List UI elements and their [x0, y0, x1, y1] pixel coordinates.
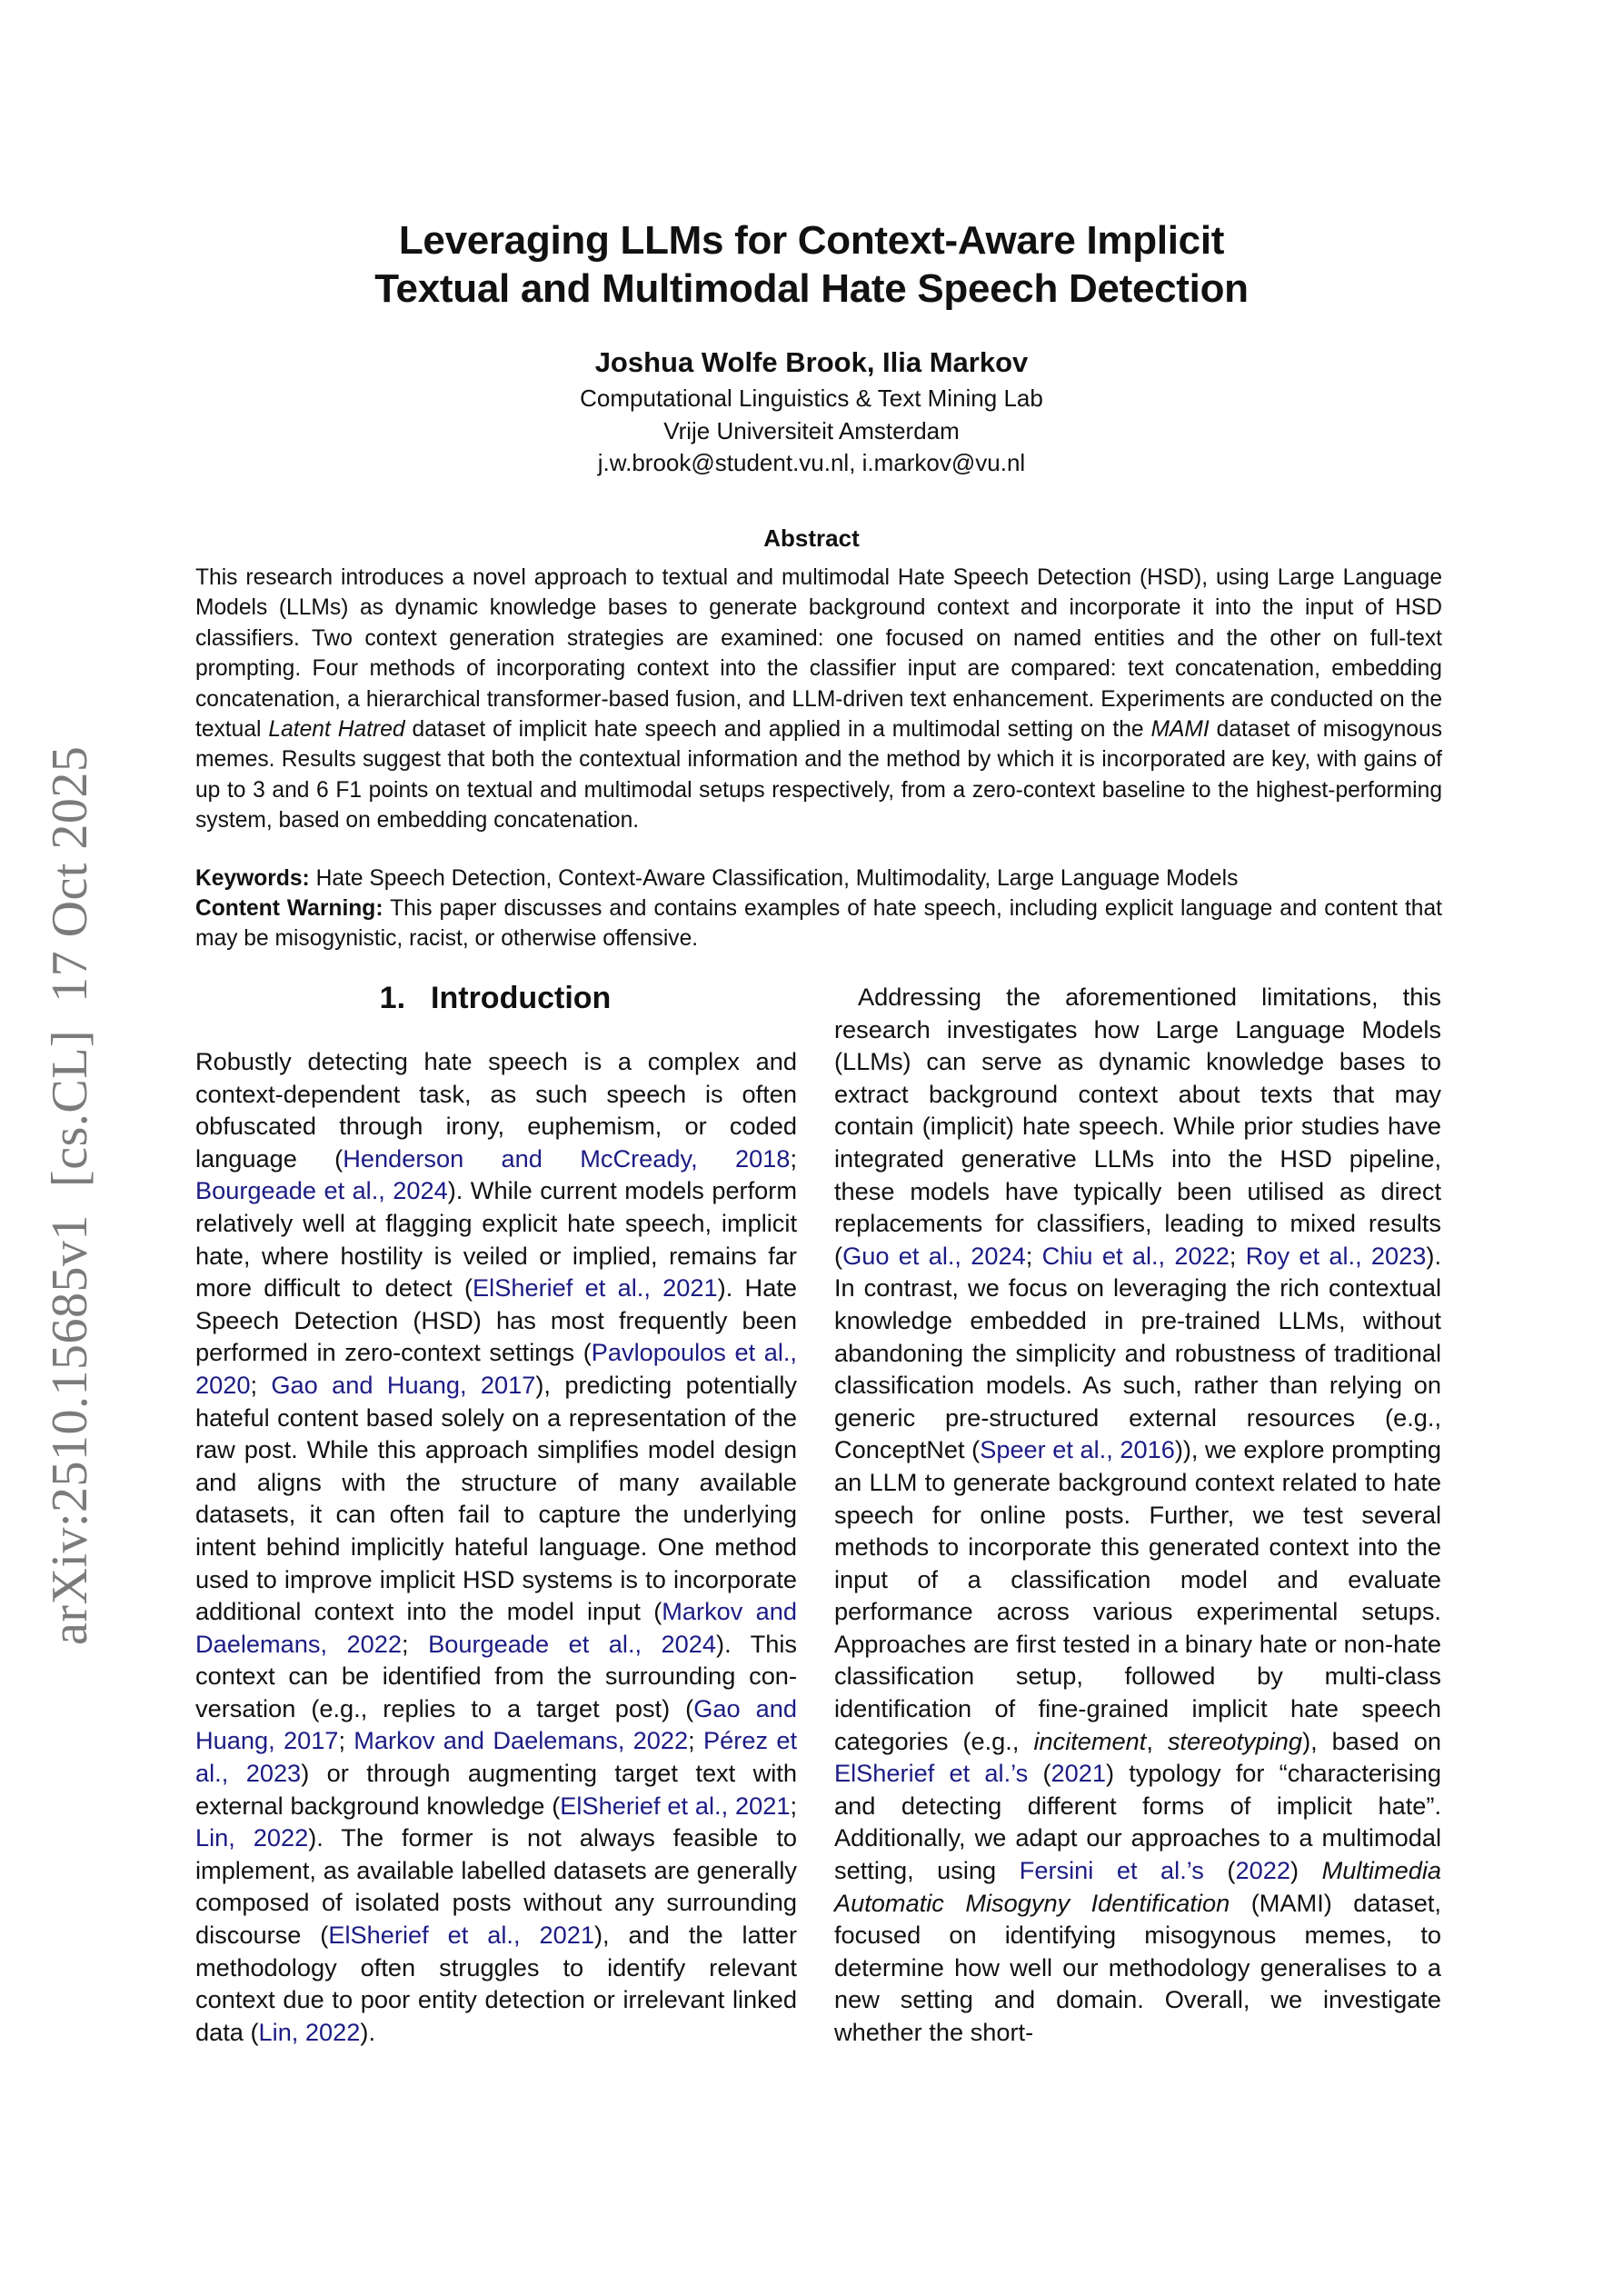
- citation-link[interactable]: Bourgeade et al., 2024: [195, 1176, 448, 1205]
- citation-link[interactable]: Fersini et al.’s: [1019, 1856, 1204, 1885]
- abstract-text: dataset of implicit hate speech and applied in a multimodal setting on the: [404, 717, 1151, 743]
- body-text: ) or through augmenting target text with external background knowledge (: [195, 1759, 797, 1820]
- body-text: ). While current models perform relatively well at flagging explicit hate speech, implicit hate, where hostility is veiled or implied, remains far more difficult to detect (: [195, 1176, 797, 1303]
- affiliation-lab: Computational Linguistics & Text Mining Lab: [580, 384, 1043, 412]
- title-line-1: Leveraging LLMs for Context-Aware Implicit: [398, 218, 1225, 263]
- abstract-text: This research introduces a novel approach to textual and multimodal Hate Speech Detection (HSD), using Large Language Models (LLMs) as dynamic knowledge bases to generate background context and incorporate it into the input of HSD classifiers. Two context generation strategies are examined: one focused on named entities and the other on full-text prompting. Four methods of incorporating context into the classifier input are compared: text concatenation, embedding concatenation, a hierarchical transformer-based fusion, and LLM-driven text enhancement. Experiments are conducted on the textual: [195, 565, 1442, 743]
- intro-paragraph-2: [834, 981, 1441, 2049]
- keywords-line: [195, 863, 1442, 893]
- citation-link[interactable]: ElSherief et al.’s: [834, 1759, 1029, 1788]
- citation-link[interactable]: ElSherief et al., 2021: [560, 1791, 791, 1820]
- body-text: ). In contrast, we focus on leveraging the rich contextual knowledge embedded in pre-trained LLMs, without abandoning the simplicity and robustness of traditional classification models. As such, rather than relying on generic pre-structured external resources (e.g., ConceptNet (: [834, 1241, 1442, 1464]
- body-column-left: [195, 1045, 797, 2048]
- citation-link[interactable]: Markov and Daelemans, 2022: [353, 1726, 689, 1755]
- citation-link[interactable]: ElSherief et al., 2021: [328, 1921, 594, 1950]
- body-text: ).: [360, 2017, 376, 2046]
- section-number: 1.: [379, 981, 406, 1015]
- abstract-body: [195, 563, 1442, 836]
- body-text: Robustly detecting hate speech is a complex and context-dependent task, as such speech is often obfuscated through irony, euphemism, or coded language (: [195, 1047, 797, 1173]
- body-text: ), based on: [1302, 1726, 1442, 1755]
- citation-link[interactable]: Gao and Huang, 2017: [271, 1370, 536, 1399]
- arxiv-category: [cs.CL]: [42, 1029, 98, 1187]
- emphasis-term: stereotyping: [1167, 1726, 1303, 1755]
- citation-link[interactable]: 2021: [1050, 1759, 1107, 1788]
- body-text: ;: [338, 1726, 354, 1755]
- citation-link[interactable]: Bourgeade et al., 2024: [428, 1629, 717, 1658]
- body-text: ;: [1025, 1241, 1042, 1270]
- citation-link[interactable]: Guo et al., 2024: [842, 1241, 1026, 1270]
- intro-paragraph-1: [195, 1045, 797, 2048]
- citation-link[interactable]: Pavlopoulos et al., 2020: [195, 1338, 797, 1399]
- dataset-name-mami: MAMI: [1150, 717, 1210, 743]
- body-text: ;: [402, 1629, 429, 1658]
- body-text: ;: [1229, 1241, 1246, 1270]
- citation-link[interactable]: Gao and Huang, 2017: [195, 1693, 797, 1755]
- emphasis-term: incitement: [1033, 1726, 1147, 1755]
- body-text: ): [1289, 1856, 1322, 1885]
- citation-link[interactable]: 2022: [1235, 1856, 1290, 1885]
- citation-link[interactable]: Roy et al., 2023: [1245, 1241, 1427, 1270]
- author-emails[interactable]: j.w.brook@student.vu.nl, i.markov@vu.nl: [597, 449, 1026, 476]
- arxiv-date: 17 Oct 2025: [42, 745, 98, 1003]
- body-text: ;: [250, 1370, 272, 1399]
- abstract-text: dataset of misogynous memes. Results suggest that both the contextual information and the method by which it is incorporated are key, with gains of up to 3 and 6 F1 points on textual and multimodal setups respectively, from a zero-context baseline to the highest-performing system, based on embedding concatenation.: [195, 717, 1443, 834]
- citation-link[interactable]: Lin, 2022: [195, 1823, 309, 1852]
- keywords-label: Keywords:: [195, 866, 310, 891]
- body-text: (: [1203, 1856, 1236, 1885]
- paper-title: [0, 216, 1623, 313]
- body-text: (MAMI) dataset, focused on identifying misogynous memes, to determine how well our methodology generalises to a new setting and domain. Overall, we investigate whether the short-: [834, 1888, 1441, 2046]
- keywords-text: Hate Speech Detection, Context-Aware Classification, Multimodality, Large Language Models: [309, 866, 1239, 891]
- title-line-2: Textual and Multimodal Hate Speech Detection: [374, 266, 1249, 311]
- content-warning-label: Content Warning:: [195, 896, 383, 921]
- body-text: ). This context can be identified from the surrounding conversation (e.g., replies to a target post) (: [195, 1629, 797, 1722]
- body-text: ). Hate Speech Detection (HSD) has most frequently been performed in zero-context settings (: [195, 1273, 797, 1367]
- affiliation-block: [0, 383, 1623, 480]
- citation-link[interactable]: Markov and Daelemans, 2022: [195, 1597, 798, 1658]
- section-title: Introduction: [431, 981, 612, 1015]
- dataset-title: Multimedia Automatic Misogyny Identification: [834, 1856, 1442, 1917]
- abstract-heading: Abstract: [763, 524, 860, 552]
- body-text: ). The former is not always feasible to implement, as available labelled datasets are generally composed of isolated posts without any surrounding discourse (: [195, 1823, 797, 1950]
- body-text: ), and the latter methodology often struggles to identify relevant context due to poor entity detection or irrelevant linked data (: [195, 1921, 797, 2046]
- arxiv-identifier-stamp: [38, 664, 102, 1645]
- body-column-right: [834, 981, 1441, 2049]
- author-list: Joshua Wolfe Brook, Ilia Markov: [594, 346, 1029, 378]
- citation-link[interactable]: Henderson and McCready, 2018: [343, 1143, 791, 1173]
- body-text: ;: [790, 1143, 797, 1173]
- body-text: Addressing the aforementioned limitations, this research investigates how Large Language Models (LLMs) can serve as dynamic knowledge bases to extract background context about texts that may contain (implicit) hate speech. While prior studies have integrated generative LLMs into the HSD pipeline, these models have typically been utilised as direct replacements for classifiers, leading to mixed results (: [834, 983, 1441, 1270]
- arxiv-id[interactable]: arXiv:2510.15685v1: [42, 1213, 98, 1645]
- body-text: ), predicting potentially hateful content based solely on a representation of the raw post. While this approach simplifies model design and aligns with the structure of many available datasets, it can often fail to capture the underlying intent behind implicitly hateful language. One method used to improve implicit HSD systems is to incorporate additional context into the model input (: [195, 1370, 798, 1626]
- body-text: ;: [688, 1726, 704, 1755]
- body-text: ) typology for “characterising and detecting different forms of implicit hate”. Additionally, we adapt our approaches to a multimodal setting, using: [834, 1759, 1441, 1885]
- affiliation-university: Vrije Universiteit Amsterdam: [663, 416, 960, 444]
- citation-link[interactable]: Lin, 2022: [258, 2017, 361, 2046]
- body-text: (: [1028, 1759, 1051, 1788]
- content-warning-text: This paper discusses and contains examples of hate speech, including explicit language and content that may be misogynistic, racist, or otherwise offensive.: [195, 896, 1442, 952]
- citation-link[interactable]: ElSherief et al., 2021: [473, 1273, 718, 1303]
- dataset-name-latent-hatred: Latent Hatred: [268, 717, 405, 743]
- body-text: ;: [790, 1791, 798, 1820]
- content-warning: [195, 893, 1442, 954]
- citation-link[interactable]: Pérez et al., 2023: [195, 1726, 797, 1788]
- body-text: )), we explore prompting an LLM to generate background context related to hate speech for online posts. Further, we test several methods to incorporate this generated context into the input of a classification model and evaluate performance across various experimental setups. Approaches are first tested in a binary hate or non-hate classification setup, followed by multi-class identification of fine-grained implicit hate speech categories (e.g.,: [834, 1435, 1441, 1755]
- citation-link[interactable]: Chiu et al., 2022: [1041, 1241, 1230, 1270]
- section-heading-introduction: [195, 980, 795, 1016]
- citation-link[interactable]: Speer et al., 2016: [980, 1435, 1175, 1464]
- body-text: ,: [1146, 1726, 1168, 1755]
